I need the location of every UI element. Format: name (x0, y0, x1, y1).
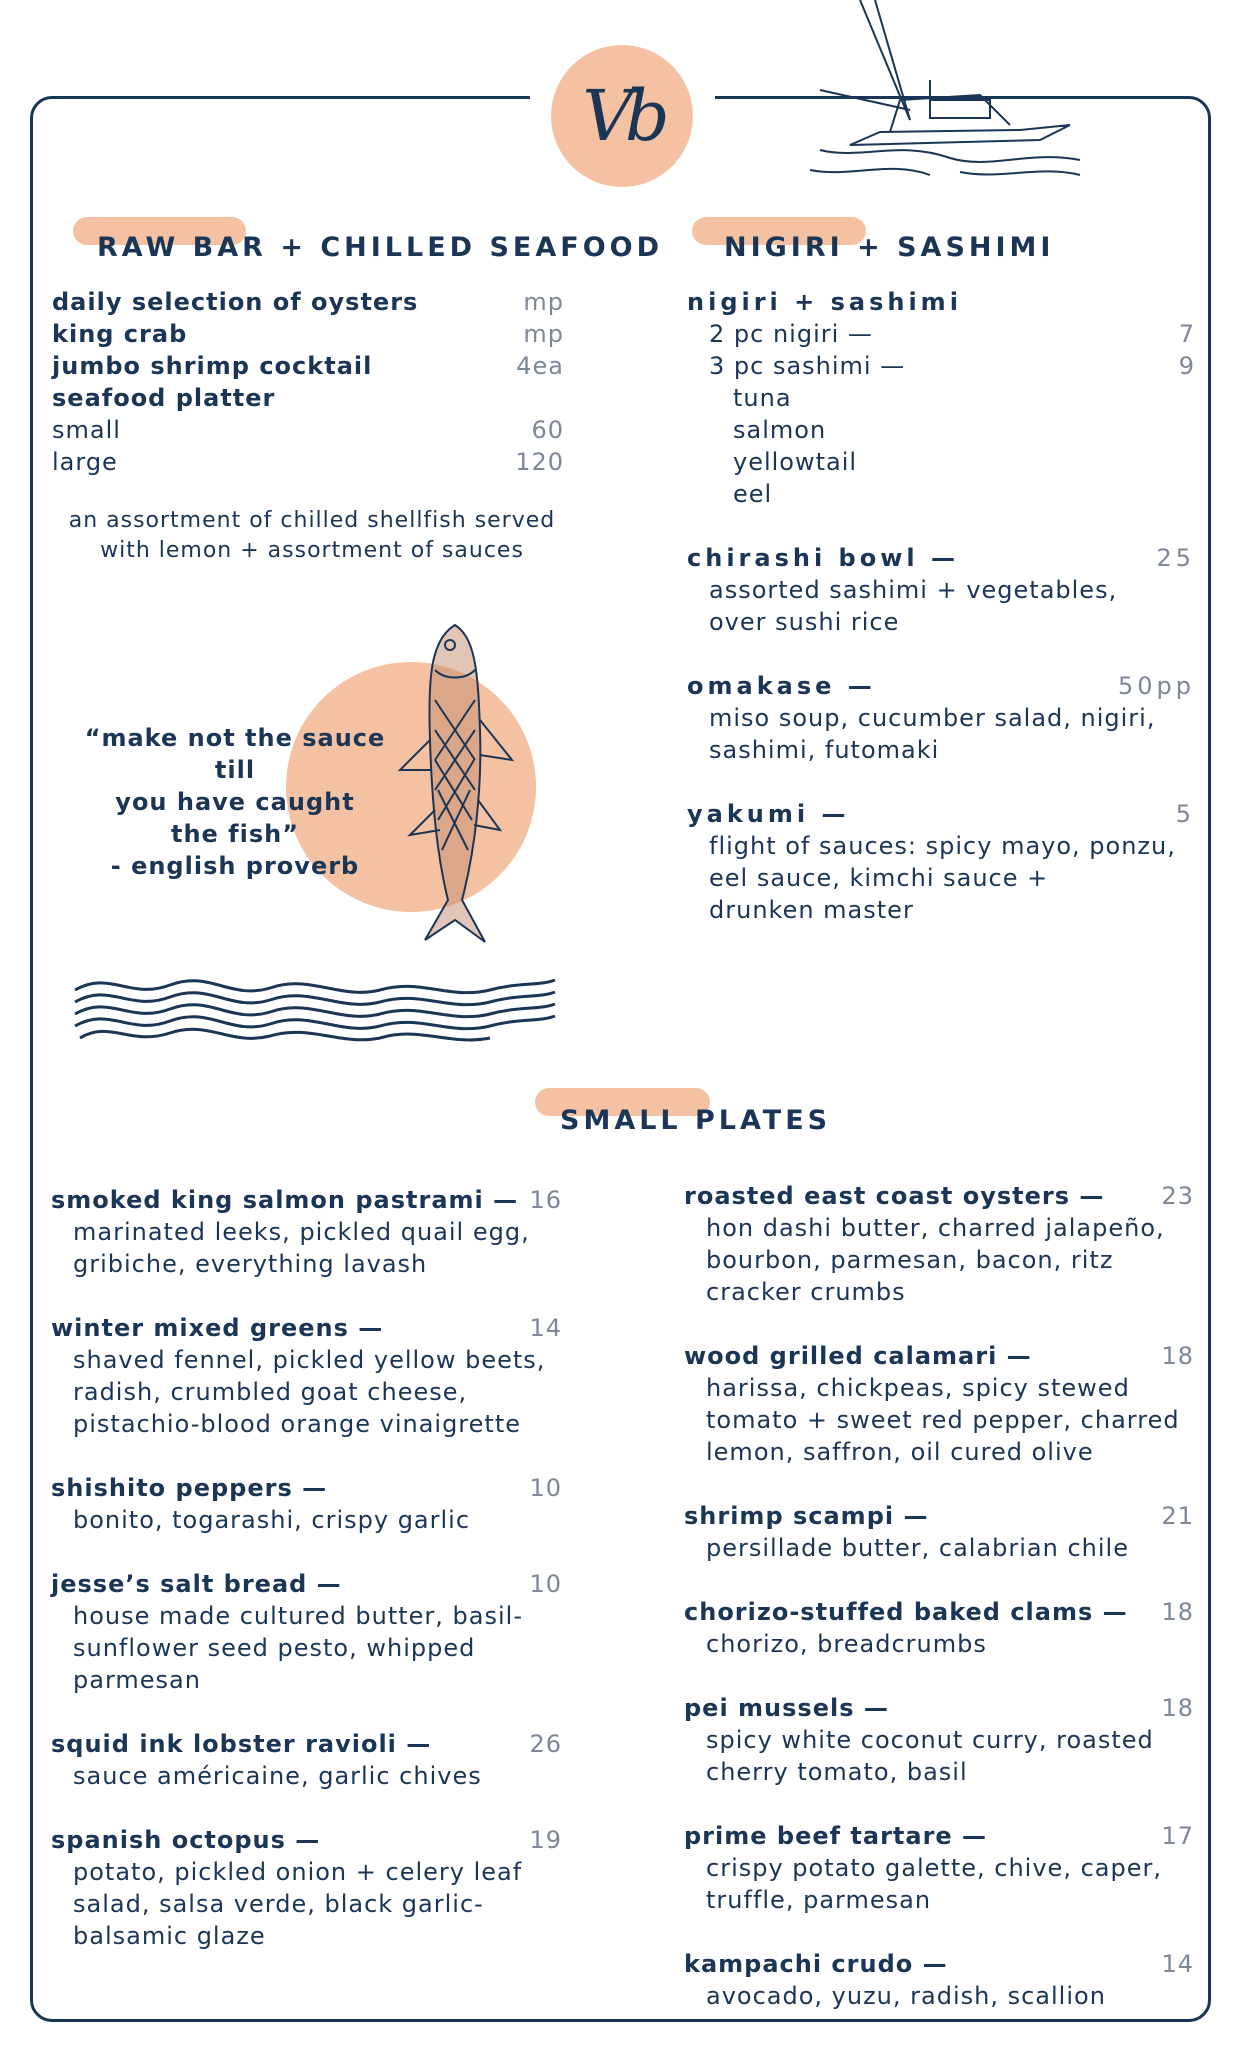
menu-item (51, 1312, 562, 1344)
menu-item (684, 1180, 1194, 1212)
size-option: large 120 (52, 448, 564, 476)
item-description: avocado, yuzu, radish, scallion (706, 1982, 1106, 2010)
fish-option: yellowtail (733, 448, 858, 476)
item-description: shaved fennel, pickled yellow beets, (73, 1346, 546, 1374)
menu-item: king crab mp (52, 320, 564, 348)
menu-item-name: shishito peppers — (51, 1474, 328, 1502)
menu-item (51, 1184, 562, 1216)
logo (551, 45, 693, 187)
menu-item-name: spanish octopus — (51, 1826, 321, 1854)
menu-item-name: squid ink lobster ravioli — (51, 1730, 432, 1758)
item-description: drunken master (709, 896, 914, 924)
menu-item (51, 1472, 562, 1504)
item-description: harissa, chickpeas, spicy stewed (706, 1374, 1130, 1402)
item-description: truffle, parmesan (706, 1886, 932, 1914)
menu-item (51, 1728, 562, 1760)
item-description: sashimi, futomaki (709, 736, 940, 764)
size-option: small 60 (52, 416, 564, 444)
menu-item-name: shrimp scampi — (684, 1502, 929, 1530)
fish-option: salmon (733, 416, 827, 444)
menu-item: yakumi — 5 (687, 800, 1195, 828)
menu-item-name: roasted east coast oysters — (684, 1182, 1105, 1210)
item-description: pistachio-blood orange vinaigrette (73, 1410, 521, 1438)
fishing-boat-illustration (780, 0, 1100, 190)
menu-item-price: 19 (529, 1826, 562, 1854)
menu-item-name: winter mixed greens — (51, 1314, 384, 1342)
menu-item-price: 16 (529, 1186, 562, 1214)
small-plates-right (684, 1180, 1194, 2012)
menu-item (684, 1596, 1194, 1628)
item-description: lemon, saffron, oil cured olive (706, 1438, 1094, 1466)
item-description: marinated leeks, pickled quail egg, (73, 1218, 530, 1246)
menu-item-name: prime beef tartare — (684, 1822, 988, 1850)
item-description: over sushi rice (709, 608, 900, 636)
item-description: parmesan (73, 1666, 201, 1694)
nigiri-title: NIGIRI + SASHIMI (724, 232, 1055, 263)
proverb-quote: “make not the sauce till you have caught the fish” - english proverb (84, 724, 386, 880)
item-description: spicy white coconut curry, roasted (706, 1726, 1154, 1754)
item-description: bourbon, parmesan, bacon, ritz (706, 1246, 1114, 1274)
item-description: persillade butter, calabrian chile (706, 1534, 1129, 1562)
menu-item-price: 14 (1161, 1950, 1194, 1978)
menu-item-price: 10 (529, 1474, 562, 1502)
small-plates-title: SMALL PLATES (560, 1105, 832, 1136)
fish-option: eel (733, 480, 773, 508)
waves-illustration (70, 960, 560, 1050)
menu-item (684, 1820, 1194, 1852)
fish-option: tuna (733, 384, 792, 412)
menu-item-name: wood grilled calamari — (684, 1342, 1032, 1370)
item-description: assorted sashimi + vegetables, (709, 576, 1118, 604)
item-description: radish, crumbled goat cheese, (73, 1378, 468, 1406)
menu-item-name: chorizo-stuffed baked clams — (684, 1598, 1128, 1626)
item-description: crispy potato galette, chive, caper, (706, 1854, 1162, 1882)
logo-text: Vb (582, 75, 662, 157)
menu-item-price: 26 (529, 1730, 562, 1758)
menu-item (51, 1568, 562, 1600)
menu-item (684, 1692, 1194, 1724)
menu-item (51, 1824, 562, 1856)
item-description: sauce américaine, garlic chives (73, 1762, 482, 1790)
item-description: chorizo, breadcrumbs (706, 1630, 987, 1658)
item-description: house made cultured butter, basil- (73, 1602, 523, 1630)
small-plates-left (51, 1184, 562, 1952)
raw-bar-note: an assortment of chilled shellfish served with lemon + assortment of sauces (68, 508, 556, 563)
item-description: cherry tomato, basil (706, 1758, 968, 1786)
menu-item (684, 1948, 1194, 1980)
menu-item-price: 17 (1161, 1822, 1194, 1850)
menu-item-price: 18 (1161, 1598, 1194, 1626)
raw-bar-title: RAW BAR + CHILLED SEAFOOD (97, 232, 664, 263)
menu-item-price: 18 (1161, 1342, 1194, 1370)
menu-item-heading: nigiri + sashimi (687, 288, 962, 316)
menu-item (684, 1500, 1194, 1532)
item-description: bonito, togarashi, crispy garlic (73, 1506, 471, 1534)
menu-item: jumbo shrimp cocktail 4ea (52, 352, 564, 380)
item-description: hon dashi butter, charred jalapeño, (706, 1214, 1165, 1242)
menu-item-price: 10 (529, 1570, 562, 1598)
menu-item (684, 1340, 1194, 1372)
nigiri-list (687, 286, 1195, 926)
item-description: flight of sauces: spicy mayo, ponzu, (709, 832, 1176, 860)
item-description: sunflower seed pesto, whipped (73, 1634, 476, 1662)
item-description: potato, pickled onion + celery leaf (73, 1858, 523, 1886)
menu-item-price: 18 (1161, 1694, 1194, 1722)
menu-item-price: 14 (529, 1314, 562, 1342)
menu-item: omakase — 50pp (687, 672, 1195, 700)
menu-item-price: 21 (1161, 1502, 1194, 1530)
item-description: gribiche, everything lavash (73, 1250, 428, 1278)
menu-item: daily selection of oysters mp (52, 288, 564, 316)
raw-bar-list (52, 286, 564, 478)
item-description: salad, salsa verde, black garlic- (73, 1890, 484, 1918)
menu-item-name: kampachi crudo — (684, 1950, 948, 1978)
menu-item-name: smoked king salmon pastrami — (51, 1186, 519, 1214)
item-description: miso soup, cucumber salad, nigiri, (709, 704, 1156, 732)
item-description: cracker crumbs (706, 1278, 906, 1306)
menu-item-name: pei mussels — (684, 1694, 889, 1722)
item-description: tomato + sweet red pepper, charred (706, 1406, 1180, 1434)
portion-option: 2 pc nigiri — 7 (709, 320, 1195, 348)
item-description: balsamic glaze (73, 1922, 266, 1950)
item-description: eel sauce, kimchi sauce + (709, 864, 1049, 892)
menu-item-name: jesse’s salt bread — (51, 1570, 342, 1598)
menu-item: chirashi bowl — 25 (687, 544, 1195, 572)
menu-item-price: 23 (1161, 1182, 1194, 1210)
portion-option: 3 pc sashimi — 9 (709, 352, 1195, 380)
menu-item: seafood platter (52, 384, 276, 412)
